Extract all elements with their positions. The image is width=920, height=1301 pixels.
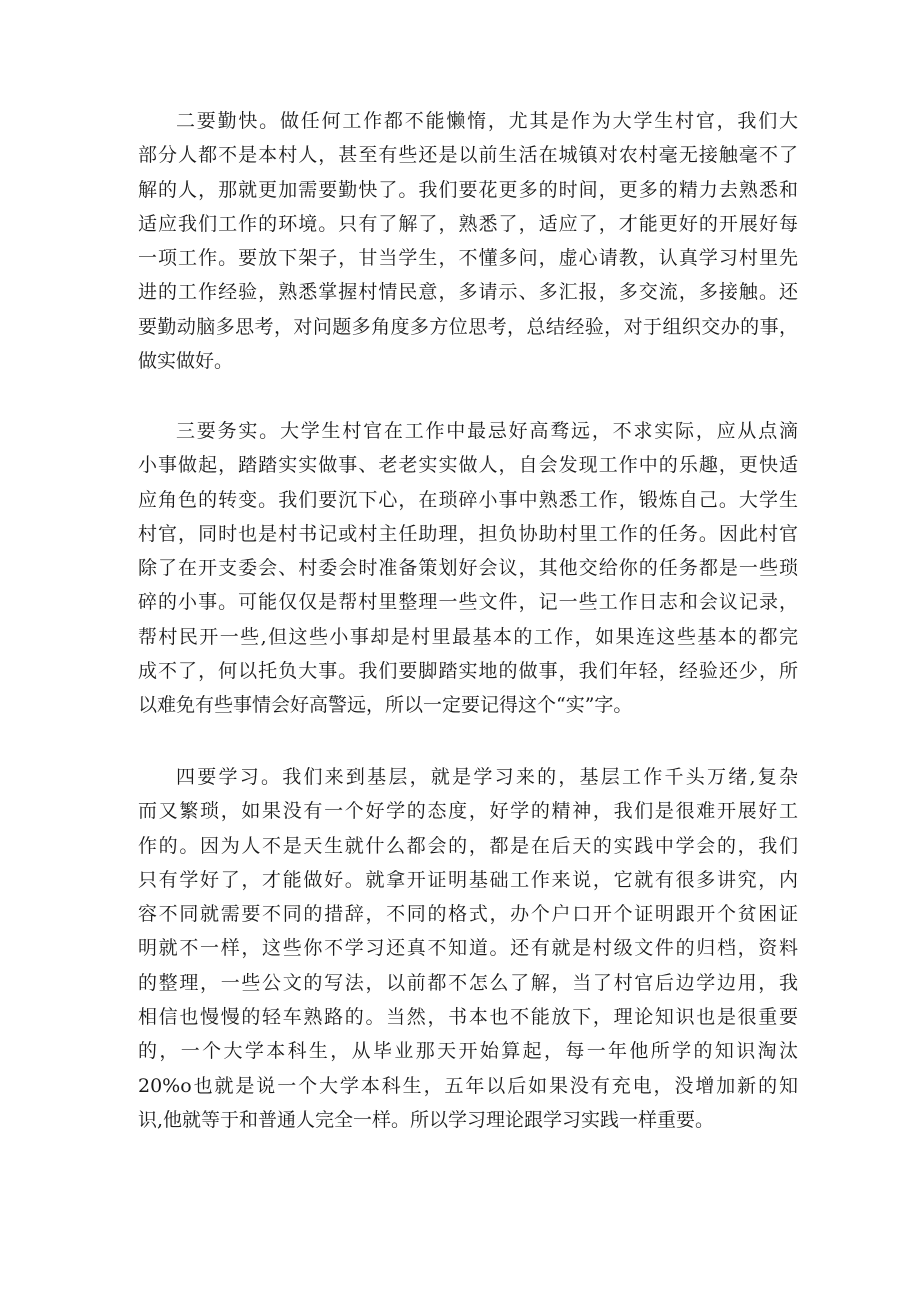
text-line: 要勤动脑多思考，对问题多角度多方位思考，总结经验，对于组织交办的事， [138, 315, 798, 338]
text-line: 只有学好了，才能做好。就拿开证明基础工作来说，它就有很多讲究，内 [138, 868, 798, 891]
text-line: 一项工作。要放下架子，甘当学生，不懂多问，虚心请教，认真学习村里先 [138, 247, 798, 270]
text-line: 相信也慢慢的轻车熟路的。当然，书本也不能放下，理论知识也是很重要 [138, 1006, 798, 1029]
text-line: 四要学习。我们来到基层，就是学习来的，基层工作千头万绪,复杂 [176, 766, 798, 788]
text-line: 适应我们工作的环境。只有了解了，熟悉了，适应了，才能更好的开展好每 [138, 212, 798, 235]
text-line: 二要勤快。做任何工作都不能懒惰，尤其是作为大学生村官，我们大 [176, 110, 798, 132]
text-line: 作的。因为人不是天生就什么都会的，都是在后天的实践中学会的，我们 [138, 834, 798, 857]
text-line: 村官，同时也是村书记或村主任助理，担负协助村里工作的任务。因此村官 [138, 522, 798, 545]
text-line: 应角色的转变。我们要沉下心，在琐碎小事中熟悉工作，锻炼自己。大学生 [138, 488, 798, 511]
text-line: 小事做起，踏踏实实做事、老老实实做人，自会发现工作中的乐趣，更快适 [138, 454, 798, 477]
text-line: 容不同就需要不同的措辞，不同的格式，办个户口开个证明跟开个贫困证 [138, 903, 798, 926]
text-line: 以难免有些事情会好高警远，所以一定要记得这个“实”字。 [138, 694, 633, 717]
text-line: 的，一个大学本科生，从毕业那天开始算起，每一年他所学的知识淘汰 [138, 1040, 798, 1063]
text-line: 识,他就等于和普通人完全一样。所以学习理论跟学习实践一样重要。 [138, 1108, 715, 1131]
text-line: 20%o也就是说一个大学本科生，五年以后如果没有充电，没增加新的知 [138, 1074, 798, 1097]
text-line: 进的工作经验，熟悉掌握村情民意，多请示、多汇报，多交流，多接触。还 [138, 281, 798, 304]
text-line: 碎的小事。可能仅仅是帮村里整理一些文件，记一些工作日志和会议记录， [138, 591, 798, 614]
text-line: 除了在开支委会、村委会时准备策划好会议，其他交给你的任务都是一些琐 [138, 557, 798, 580]
text-line: 成不了，何以托负大事。我们要脚踏实地的做事，我们年轻，经验还少，所 [138, 660, 798, 683]
text-line: 帮村民开一些,但这些小事却是村里最基本的工作，如果连这些基本的都完 [138, 625, 798, 648]
text-line: 而又繁琐，如果没有一个好学的态度，好学的精神，我们是很难开展好工 [138, 800, 798, 823]
text-line: 明就不一样，这些你不学习还真不知道。还有就是村级文件的归档，资料 [138, 937, 798, 960]
text-line: 解的人，那就更加需要勤快了。我们要花更多的时间，更多的精力去熟悉和 [138, 178, 798, 201]
text-line: 的整理，一些公文的写法，以前都不怎么了解，当了村官后边学边用，我 [138, 971, 798, 994]
paragraph-practical [138, 414, 798, 723]
text-line: 做实做好。 [138, 350, 234, 373]
paragraph-diligence [138, 104, 798, 378]
paragraph-learning [138, 760, 798, 1137]
text-line: 部分人都不是本村人，甚至有些还是以前生活在城镇对农村毫无接触毫不了 [138, 144, 798, 167]
text-line: 三要务实。大学生村官在工作中最忌好高骛远，不求实际，应从点滴 [176, 420, 798, 442]
